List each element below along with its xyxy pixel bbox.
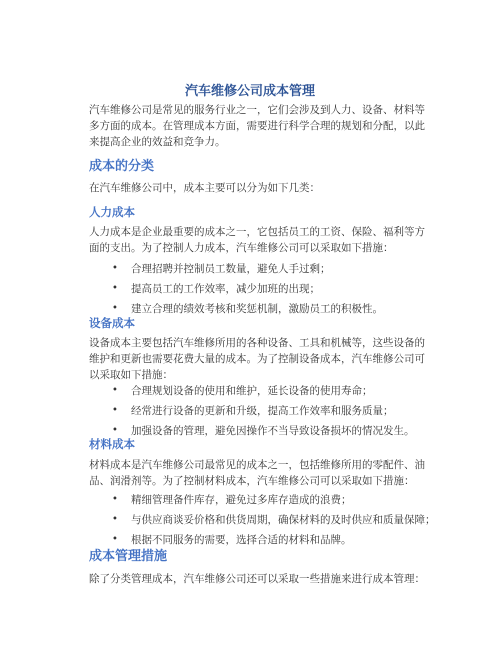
list-item: • 提高员工的工作效率，减少加班的出现； <box>112 283 320 295</box>
intro-paragraph: 汽车维修公司是常见的服务行业之一，它们会涉及到人力、设备、材料等多方面的成本。在管理成本方面，需要进行科学合理的规划和分配，以此来提高企业的效益和竞争力。 <box>89 104 425 148</box>
bullet-icon: • <box>112 263 118 274</box>
subheading-labor: 人力成本 <box>89 205 135 219</box>
labor-paragraph: 人力成本是企业最重要的成本之一，它包括员工的工资、保险、福利等方面的支出。为了控制人力成本，汽车维修公司可以采取如下措施： <box>89 226 425 254</box>
subheading-materials: 材料成本 <box>89 437 135 451</box>
section-heading-classification: 成本的分类 <box>89 159 155 174</box>
classification-paragraph: 在汽车维修公司中，成本主要可以分为如下几类： <box>89 182 320 194</box>
subheading-equipment: 设备成本 <box>89 316 135 330</box>
section-heading-measures: 成本管理措施 <box>89 549 168 564</box>
labor-list <box>89 261 429 321</box>
bullet-icon: • <box>112 534 118 545</box>
list-item: • 合理招聘并控制员工数量，避免人手过剩； <box>112 263 331 275</box>
list-item: • 根据不同服务的需要，选择合适的材料和品牌。 <box>112 534 352 546</box>
bullet-icon: • <box>112 303 118 314</box>
equipment-paragraph: 设备成本主要包括汽车维修所用的各种设备、工具和机械等，这些设备的维护和更新也需要花费大量的成本。为了控制设备成本，汽车维修公司可以采取如下措施： <box>89 337 425 381</box>
materials-list <box>89 492 436 552</box>
equipment-list <box>89 383 429 443</box>
list-item: • 经常进行设备的更新和升级，提高工作效率和服务质量； <box>112 405 394 417</box>
measures-paragraph: 除了分类管理成本，汽车维修公司还可以采取一些措施来进行成本管理： <box>89 573 425 585</box>
bullet-icon: • <box>112 494 118 505</box>
bullet-icon: • <box>112 385 118 396</box>
list-item: • 精细管理备件库存，避免过多库存造成的浪费； <box>112 494 352 506</box>
materials-paragraph: 材料成本是汽车维修公司最常见的成本之一，包括维修所用的零配件、油品、润滑剂等。为了控制材料成本，汽车维修公司可以采取如下措施： <box>89 459 425 487</box>
bullet-icon: • <box>112 283 118 294</box>
bullet-icon: • <box>112 425 118 436</box>
list-item: • 加强设备的管理，避免因操作不当导致设备损坏的情况发生。 <box>112 425 415 437</box>
list-item: • 与供应商谈妥价格和供货周期，确保材料的及时供应和质量保障； <box>112 514 436 526</box>
bullet-icon: • <box>112 405 118 416</box>
list-item: • 合理规划设备的使用和维护，延长设备的使用寿命； <box>112 385 373 397</box>
bullet-icon: • <box>112 514 118 525</box>
page-title: 汽车维修公司成本管理 <box>184 84 315 99</box>
list-item: • 建立合理的绩效考核和奖惩机制，激励员工的积极性。 <box>112 303 383 315</box>
